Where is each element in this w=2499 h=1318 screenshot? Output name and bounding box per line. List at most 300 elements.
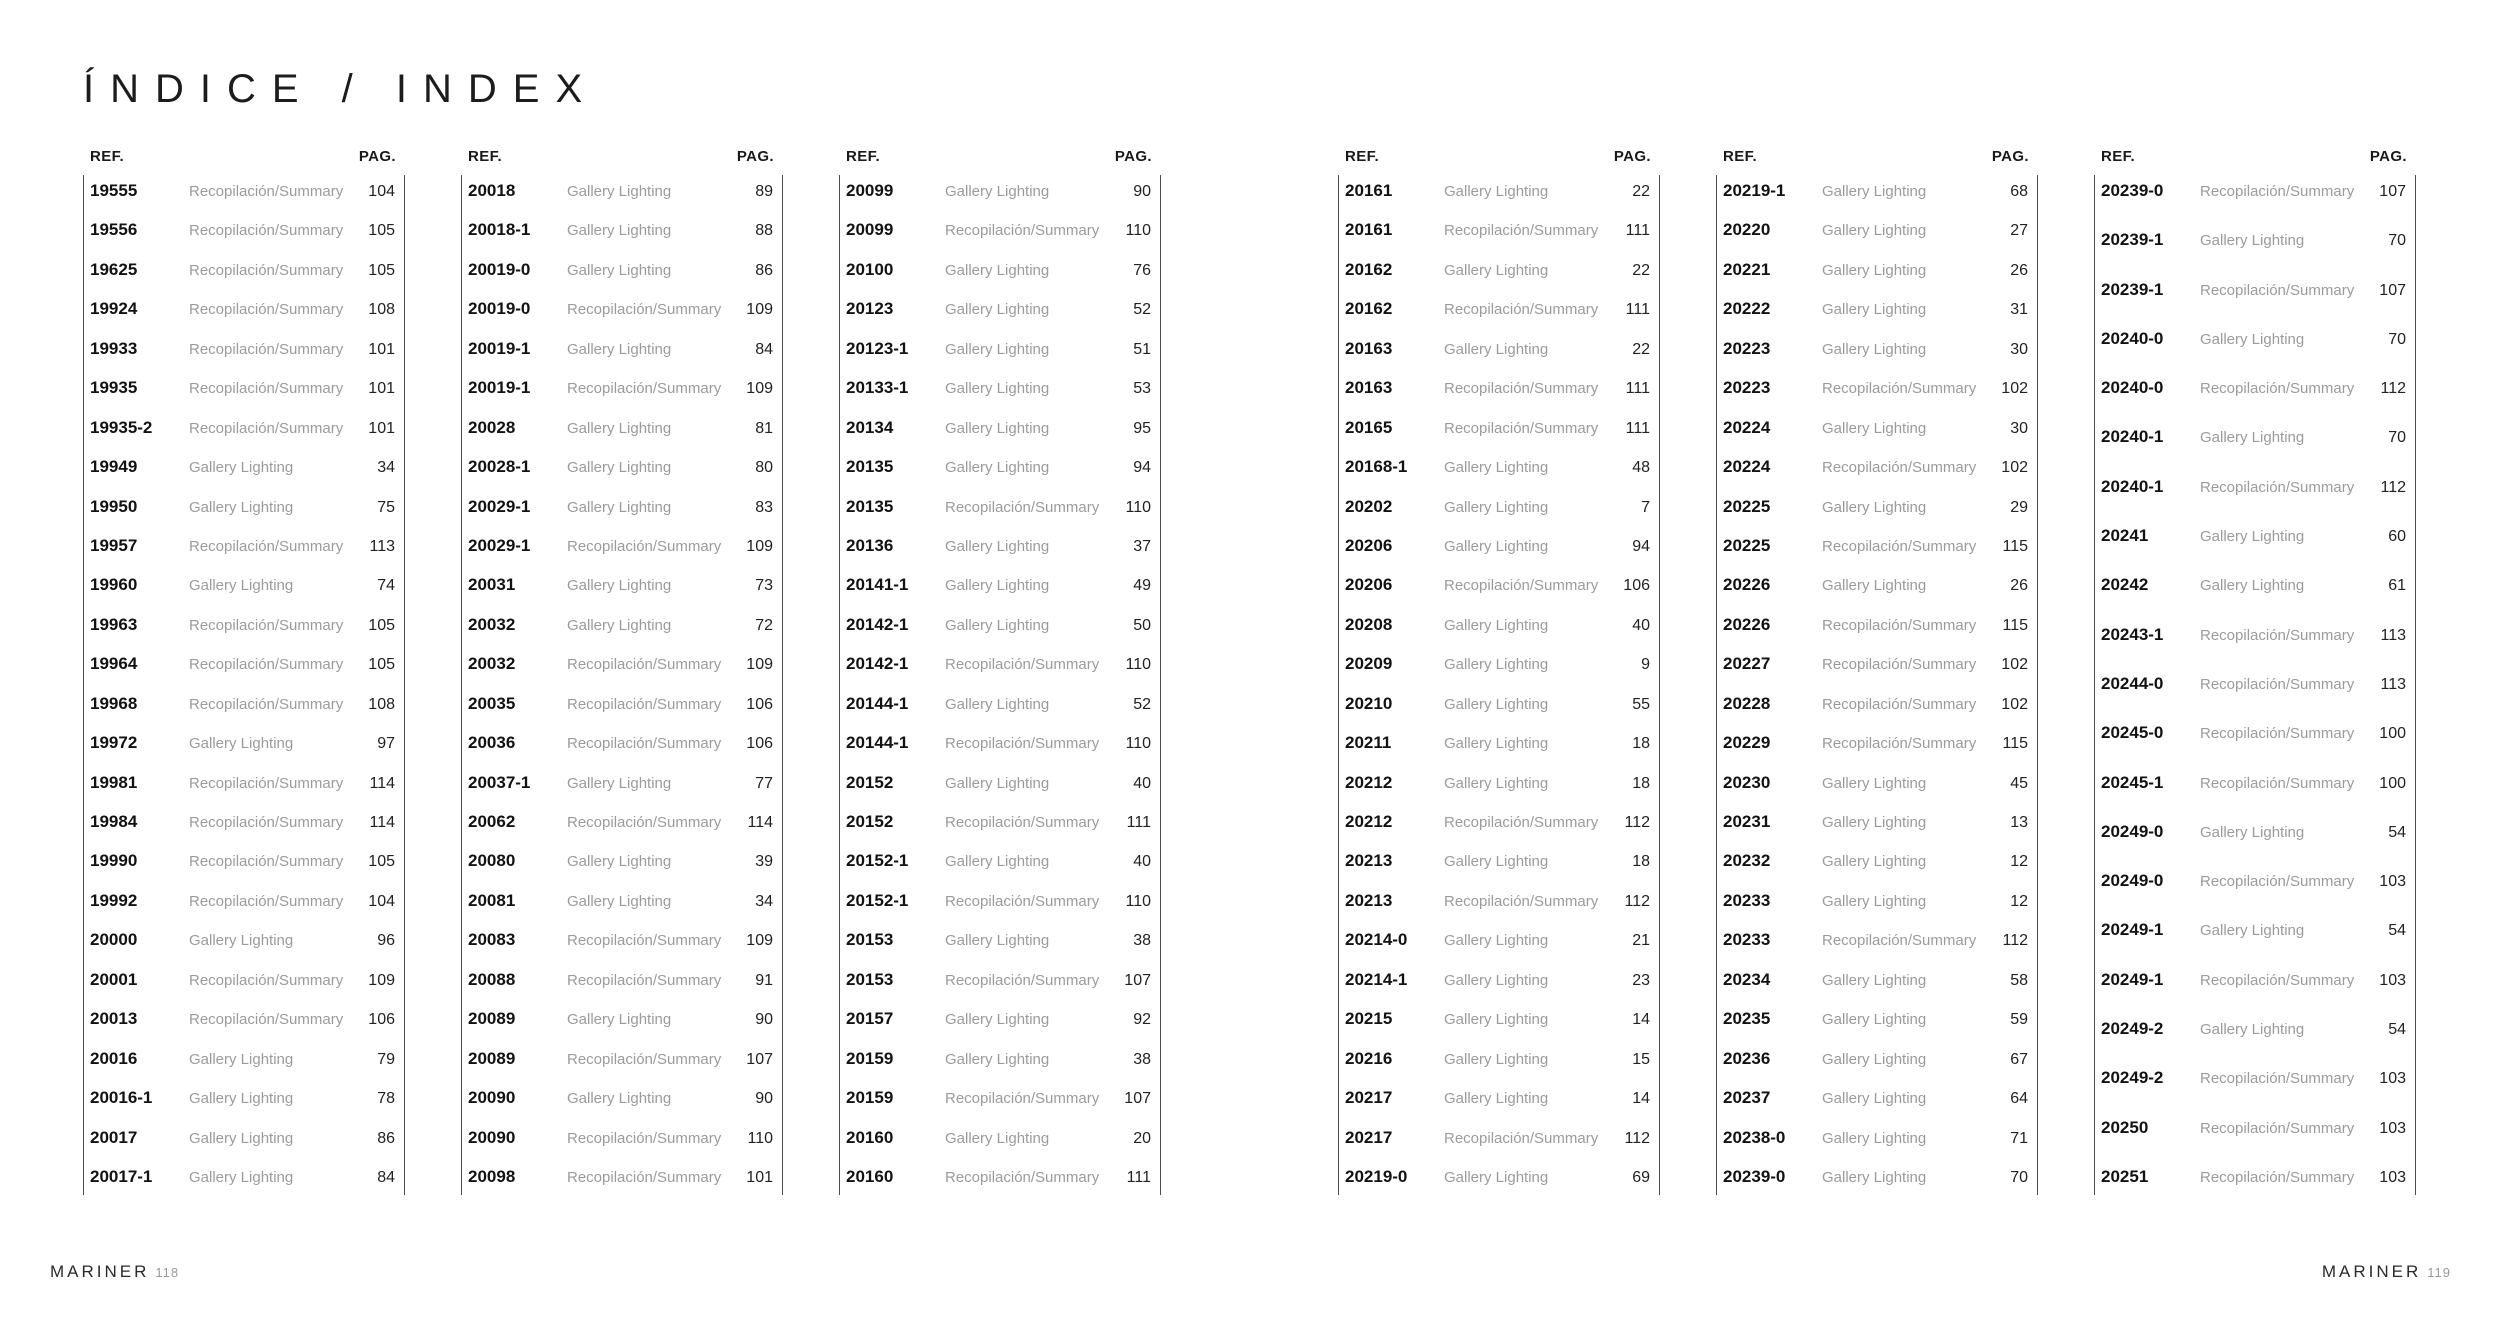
section-name: Gallery Lighting — [945, 340, 1050, 358]
section-name: Recopilación/Summary — [945, 1168, 1100, 1186]
page-number: 54 — [2388, 1021, 2406, 1039]
index-row — [1723, 378, 2028, 398]
page-number: 103 — [2379, 1168, 2406, 1186]
page-number: 58 — [2010, 971, 2028, 989]
section-name: Recopilación/Summary — [2200, 675, 2355, 693]
page-title: ÍNDICE / INDEX — [83, 66, 599, 111]
section-name: Gallery Lighting — [1822, 1011, 1927, 1029]
ref-number: 20239-1 — [2101, 230, 2164, 250]
ref-number: 20202 — [1345, 496, 1393, 516]
index-table — [1716, 148, 2038, 1195]
section-name: Recopilación/Summary — [945, 498, 1100, 516]
ref-number: 20240-1 — [2101, 427, 2164, 447]
section-name: Gallery Lighting — [2200, 577, 2305, 595]
table-body — [461, 175, 783, 1195]
index-row — [846, 181, 1151, 201]
index-row — [90, 694, 395, 714]
page-number: 103 — [2379, 873, 2406, 891]
section-name: Gallery Lighting — [1822, 340, 1927, 358]
page-number: 15 — [1632, 1050, 1650, 1068]
section-name: Gallery Lighting — [1822, 814, 1927, 831]
section-name: Recopilación/Summary — [1822, 380, 1977, 398]
section-name: Recopilación/Summary — [945, 1090, 1100, 1108]
section-name: Gallery Lighting — [1444, 616, 1549, 634]
index-row — [846, 654, 1151, 674]
ref-number: 19968 — [90, 693, 138, 713]
ref-column-header: REF. — [846, 148, 881, 165]
ref-number: 20214-1 — [1345, 969, 1408, 989]
section-name: Recopilación/Summary — [567, 656, 722, 674]
section-name: Gallery Lighting — [1822, 183, 1927, 200]
ref-number: 20219-1 — [1723, 181, 1786, 200]
ref-number: 20224 — [1723, 457, 1771, 477]
ref-number: 20028 — [468, 417, 516, 437]
index-row — [846, 1167, 1151, 1187]
section-name: Gallery Lighting — [189, 932, 294, 950]
page-number: 107 — [2379, 281, 2406, 299]
page-number: 94 — [1133, 459, 1151, 477]
section-name: Recopilación/Summary — [1822, 616, 1977, 634]
section-name: Recopilación/Summary — [567, 1168, 722, 1186]
folio-left — [50, 1262, 179, 1282]
index-row — [90, 930, 395, 950]
page-number: 69 — [1632, 1168, 1650, 1186]
index-row — [2101, 970, 2406, 990]
page-number: 52 — [1133, 695, 1151, 713]
ref-number: 20210 — [1345, 693, 1393, 713]
page-number: 101 — [368, 340, 395, 358]
index-table — [839, 148, 1161, 1195]
page-number: 74 — [377, 577, 395, 595]
index-row — [1723, 260, 2028, 280]
ref-number: 20028-1 — [468, 457, 531, 477]
ref-number: 20231 — [1723, 812, 1771, 831]
index-row — [1345, 457, 1650, 477]
ref-number: 20152-1 — [846, 851, 909, 871]
index-row — [846, 694, 1151, 714]
index-row — [1345, 615, 1650, 635]
ref-number: 20226 — [1723, 575, 1771, 595]
pag-column-header: PAG. — [1991, 148, 2029, 165]
page-number: 111 — [1625, 301, 1650, 319]
index-row — [846, 733, 1151, 753]
index-row — [1723, 575, 2028, 595]
index-row — [2101, 230, 2406, 250]
index-row — [90, 418, 395, 438]
ref-number: 20240-0 — [2101, 328, 2164, 348]
page-number: 105 — [368, 616, 395, 634]
index-row — [468, 575, 773, 595]
page-number: 105 — [368, 656, 395, 674]
page-number: 110 — [1125, 222, 1151, 240]
table-body — [83, 175, 405, 1195]
page-number: 102 — [2001, 656, 2028, 674]
ref-number: 20134 — [846, 417, 894, 437]
pag-column-header: PAG. — [1114, 148, 1152, 165]
index-row — [1723, 1128, 2028, 1148]
index-table — [461, 148, 783, 1195]
section-name: Recopilación/Summary — [2200, 873, 2355, 891]
ref-number: 20159 — [846, 1088, 894, 1108]
ref-number: 20212 — [1345, 812, 1393, 831]
ref-number: 20206 — [1345, 535, 1393, 555]
section-name: Gallery Lighting — [189, 459, 294, 477]
index-row — [846, 378, 1151, 398]
ref-number: 20035 — [468, 693, 516, 713]
section-name: Recopilación/Summary — [2200, 380, 2355, 398]
ref-number: 20163 — [1345, 378, 1393, 398]
page-number: 38 — [1133, 932, 1151, 950]
ref-number: 20153 — [846, 969, 894, 989]
index-row — [846, 220, 1151, 240]
index-row — [1345, 181, 1650, 201]
page-number: 70 — [2388, 330, 2406, 348]
page-number: 67 — [2010, 1050, 2028, 1068]
ref-number: 20013 — [90, 1009, 138, 1029]
ref-number: 19949 — [90, 457, 138, 477]
ref-number: 19984 — [90, 812, 138, 831]
ref-number: 20159 — [846, 1048, 894, 1068]
ref-column-header: REF. — [90, 148, 125, 165]
index-row — [90, 733, 395, 753]
section-name: Gallery Lighting — [1444, 1050, 1549, 1068]
brand-name: MARINER — [2321, 1262, 2422, 1281]
index-row — [468, 694, 773, 714]
table-header — [461, 148, 783, 165]
ref-number: 19935 — [90, 378, 138, 398]
page-number: 92 — [1133, 1011, 1151, 1029]
page-number: 95 — [1133, 419, 1151, 437]
ref-number: 20223 — [1723, 378, 1771, 398]
page-number: 103 — [2379, 971, 2406, 989]
ref-number: 20224 — [1723, 417, 1771, 437]
index-row — [468, 220, 773, 240]
index-row — [468, 733, 773, 753]
ref-number: 20032 — [468, 654, 516, 674]
page-number: 34 — [755, 892, 773, 910]
section-name: Gallery Lighting — [945, 183, 1050, 200]
ref-number: 20225 — [1723, 535, 1771, 555]
section-name: Gallery Lighting — [945, 301, 1050, 319]
ref-number: 20222 — [1723, 299, 1771, 319]
table-body — [2094, 175, 2416, 1195]
page-number: 106 — [368, 1011, 395, 1029]
section-name: Recopilación/Summary — [189, 853, 344, 871]
index-row — [90, 851, 395, 871]
section-name: Recopilación/Summary — [189, 537, 344, 555]
index-row — [2101, 1068, 2406, 1088]
section-name: Gallery Lighting — [1444, 340, 1549, 358]
index-row — [2101, 427, 2406, 447]
index-row — [2101, 1118, 2406, 1138]
index-row — [1345, 220, 1650, 240]
ref-number: 20234 — [1723, 969, 1771, 989]
section-name: Recopilación/Summary — [1444, 380, 1599, 398]
page-number: 110 — [1125, 892, 1151, 910]
ref-number: 20245-0 — [2101, 723, 2164, 743]
ref-number: 19972 — [90, 733, 138, 753]
index-row — [1723, 733, 2028, 753]
section-name: Gallery Lighting — [2200, 1021, 2305, 1039]
pag-column-header: PAG. — [358, 148, 396, 165]
page-number: 13 — [2010, 814, 2028, 831]
index-row — [1345, 970, 1650, 990]
ref-number: 19960 — [90, 575, 138, 595]
section-name: Recopilación/Summary — [189, 814, 344, 831]
section-name: Recopilación/Summary — [2200, 1119, 2355, 1137]
ref-number: 19957 — [90, 535, 138, 555]
section-name: Gallery Lighting — [1444, 1011, 1549, 1029]
page-number: 75 — [377, 498, 395, 516]
section-name: Gallery Lighting — [945, 932, 1050, 950]
section-name: Recopilación/Summary — [2200, 281, 2355, 299]
section-name: Gallery Lighting — [189, 577, 294, 595]
ref-number: 20123-1 — [846, 338, 909, 358]
ref-number: 20225 — [1723, 496, 1771, 516]
section-name: Recopilación/Summary — [189, 892, 344, 910]
index-row — [1345, 930, 1650, 950]
index-row — [90, 1049, 395, 1069]
page-number: 70 — [2388, 232, 2406, 250]
index-row — [468, 1088, 773, 1108]
ref-number: 19963 — [90, 614, 138, 634]
page-number: 107 — [1124, 971, 1151, 989]
section-name: Gallery Lighting — [1822, 971, 1927, 989]
section-name: Recopilación/Summary — [189, 301, 344, 319]
ref-number: 20221 — [1723, 259, 1771, 279]
index-row — [1345, 418, 1650, 438]
page-number: 111 — [1126, 1168, 1151, 1186]
page-number: 49 — [1133, 577, 1151, 595]
page-number: 104 — [368, 183, 395, 200]
ref-number: 20230 — [1723, 772, 1771, 792]
section-name: Gallery Lighting — [189, 498, 294, 516]
ref-number: 20227 — [1723, 654, 1771, 674]
section-name: Gallery Lighting — [1822, 419, 1927, 437]
index-row — [90, 378, 395, 398]
section-name: Recopilación/Summary — [945, 814, 1100, 831]
page-number: 103 — [2379, 1070, 2406, 1088]
page-number: 48 — [1632, 459, 1650, 477]
page-number: 72 — [755, 616, 773, 634]
page-number: 18 — [1632, 774, 1650, 792]
ref-number: 20144-1 — [846, 733, 909, 753]
ref-number: 20163 — [1345, 338, 1393, 358]
ref-number: 19556 — [90, 220, 138, 240]
ref-number: 20090 — [468, 1088, 516, 1108]
index-row — [1345, 536, 1650, 556]
page-number: 113 — [2380, 675, 2406, 693]
right-page — [1338, 148, 2416, 1195]
ref-number: 20018 — [468, 181, 516, 200]
section-name: Gallery Lighting — [1444, 656, 1549, 674]
page-number: 88 — [755, 222, 773, 240]
page-number: 59 — [2010, 1011, 2028, 1029]
table-header — [839, 148, 1161, 165]
ref-number: 20249-0 — [2101, 821, 2164, 841]
ref-number: 20206 — [1345, 575, 1393, 595]
section-name: Gallery Lighting — [1822, 1090, 1927, 1108]
page-number: 86 — [377, 1129, 395, 1147]
section-name: Gallery Lighting — [1444, 1168, 1549, 1186]
ref-number: 20136 — [846, 535, 894, 555]
index-row — [1723, 497, 2028, 517]
section-name: Gallery Lighting — [1444, 932, 1549, 950]
page-number: 39 — [755, 853, 773, 871]
section-name: Recopilación/Summary — [567, 380, 722, 398]
index-row — [1723, 181, 2028, 201]
index-row — [1345, 260, 1650, 280]
page-number: 106 — [1623, 577, 1650, 595]
ref-number: 20212 — [1345, 772, 1393, 792]
section-name: Gallery Lighting — [567, 261, 672, 279]
ref-number: 20135 — [846, 496, 894, 516]
index-row — [846, 1049, 1151, 1069]
ref-number: 19990 — [90, 851, 138, 871]
page-number: 86 — [755, 261, 773, 279]
index-row — [1723, 1049, 2028, 1069]
ref-column-header: REF. — [1723, 148, 1758, 165]
page-number: 94 — [1632, 537, 1650, 555]
page-number: 90 — [755, 1011, 773, 1029]
section-name: Gallery Lighting — [1444, 774, 1549, 792]
index-row — [468, 457, 773, 477]
ref-number: 20089 — [468, 1009, 516, 1029]
index-row — [1723, 299, 2028, 319]
section-name: Recopilación/Summary — [189, 774, 344, 792]
section-name: Recopilación/Summary — [567, 1129, 722, 1147]
section-name: Gallery Lighting — [1822, 1050, 1927, 1068]
section-name: Gallery Lighting — [1822, 301, 1927, 319]
index-row — [90, 773, 395, 793]
index-row — [846, 299, 1151, 319]
section-name: Recopilación/Summary — [1822, 695, 1977, 713]
section-name: Recopilación/Summary — [1444, 1129, 1599, 1147]
index-row — [1345, 575, 1650, 595]
index-row — [1723, 457, 2028, 477]
index-row — [1345, 1167, 1650, 1187]
index-row — [468, 970, 773, 990]
section-name: Recopilación/Summary — [567, 735, 722, 753]
section-name: Recopilación/Summary — [189, 419, 344, 437]
ref-number: 19555 — [90, 181, 138, 200]
page-number: 51 — [1133, 340, 1151, 358]
table-header — [1338, 148, 1660, 165]
page-number: 105 — [368, 853, 395, 871]
page-number: 107 — [1124, 1090, 1151, 1108]
index-row — [1723, 1088, 2028, 1108]
page-number: 106 — [746, 695, 773, 713]
page-number: 84 — [755, 340, 773, 358]
section-name: Recopilación/Summary — [945, 656, 1100, 674]
index-row — [846, 773, 1151, 793]
section-name: Gallery Lighting — [189, 1168, 294, 1186]
index-row — [90, 457, 395, 477]
ref-number: 20098 — [468, 1166, 516, 1186]
table-header — [2094, 148, 2416, 165]
index-row — [90, 339, 395, 359]
section-name: Gallery Lighting — [567, 774, 672, 792]
ref-number: 20251 — [2101, 1166, 2149, 1186]
page-number: 105 — [368, 222, 395, 240]
page-number: 60 — [2388, 528, 2406, 546]
index-row — [846, 1088, 1151, 1108]
section-name: Gallery Lighting — [567, 498, 672, 516]
page-number: 90 — [1133, 183, 1151, 200]
page-number: 55 — [1632, 695, 1650, 713]
page-number: 30 — [2010, 419, 2028, 437]
index-row — [468, 260, 773, 280]
page-number: 108 — [368, 695, 395, 713]
index-row — [90, 575, 395, 595]
section-name: Recopilación/Summary — [189, 971, 344, 989]
index-row — [90, 1167, 395, 1187]
section-name: Gallery Lighting — [567, 340, 672, 358]
section-name: Recopilación/Summary — [2200, 626, 2355, 644]
ref-number: 20165 — [1345, 417, 1393, 437]
section-name: Gallery Lighting — [1822, 892, 1927, 910]
ref-number: 20240-0 — [2101, 378, 2164, 398]
ref-column-header: REF. — [468, 148, 503, 165]
ref-number: 20100 — [846, 259, 894, 279]
section-name: Recopilación/Summary — [2200, 183, 2355, 200]
index-row — [1345, 891, 1650, 911]
index-row — [1345, 497, 1650, 517]
ref-number: 20152 — [846, 812, 894, 831]
section-name: Recopilación/Summary — [1444, 577, 1599, 595]
ref-number: 20080 — [468, 851, 516, 871]
index-row — [1345, 1049, 1650, 1069]
section-name: Gallery Lighting — [567, 577, 672, 595]
section-name: Gallery Lighting — [567, 1090, 672, 1108]
page-number: 97 — [377, 735, 395, 753]
section-name: Recopilación/Summary — [2200, 774, 2355, 792]
section-name: Recopilación/Summary — [2200, 478, 2355, 496]
ref-number: 19924 — [90, 299, 138, 319]
index-row — [1723, 773, 2028, 793]
section-name: Gallery Lighting — [945, 459, 1050, 477]
section-name: Gallery Lighting — [2200, 528, 2305, 546]
section-name: Gallery Lighting — [1444, 735, 1549, 753]
section-name: Recopilación/Summary — [1444, 419, 1599, 437]
page-number: 109 — [746, 301, 773, 319]
index-row — [468, 1128, 773, 1148]
ref-number: 20029-1 — [468, 496, 531, 516]
ref-number: 20142-1 — [846, 614, 909, 634]
section-name: Gallery Lighting — [1822, 577, 1927, 595]
page-number: 40 — [1632, 616, 1650, 634]
page-number: 109 — [746, 380, 773, 398]
ref-number: 20215 — [1345, 1009, 1393, 1029]
ref-number: 20089 — [468, 1048, 516, 1068]
index-row — [2101, 871, 2406, 891]
ref-number: 20249-2 — [2101, 1068, 2164, 1088]
page-number: 27 — [2010, 222, 2028, 240]
index-row — [846, 891, 1151, 911]
section-name: Recopilación/Summary — [945, 735, 1100, 753]
section-name: Recopilación/Summary — [1444, 814, 1599, 831]
index-row — [90, 536, 395, 556]
ref-number: 19950 — [90, 496, 138, 516]
page-number: 109 — [746, 537, 773, 555]
ref-number: 20240-1 — [2101, 476, 2164, 496]
page-number: 107 — [2379, 183, 2406, 200]
section-name: Recopilación/Summary — [189, 695, 344, 713]
page-number: 70 — [2010, 1168, 2028, 1186]
index-row — [2101, 920, 2406, 940]
page-number: 76 — [1133, 261, 1151, 279]
ref-number: 20233 — [1723, 930, 1771, 950]
